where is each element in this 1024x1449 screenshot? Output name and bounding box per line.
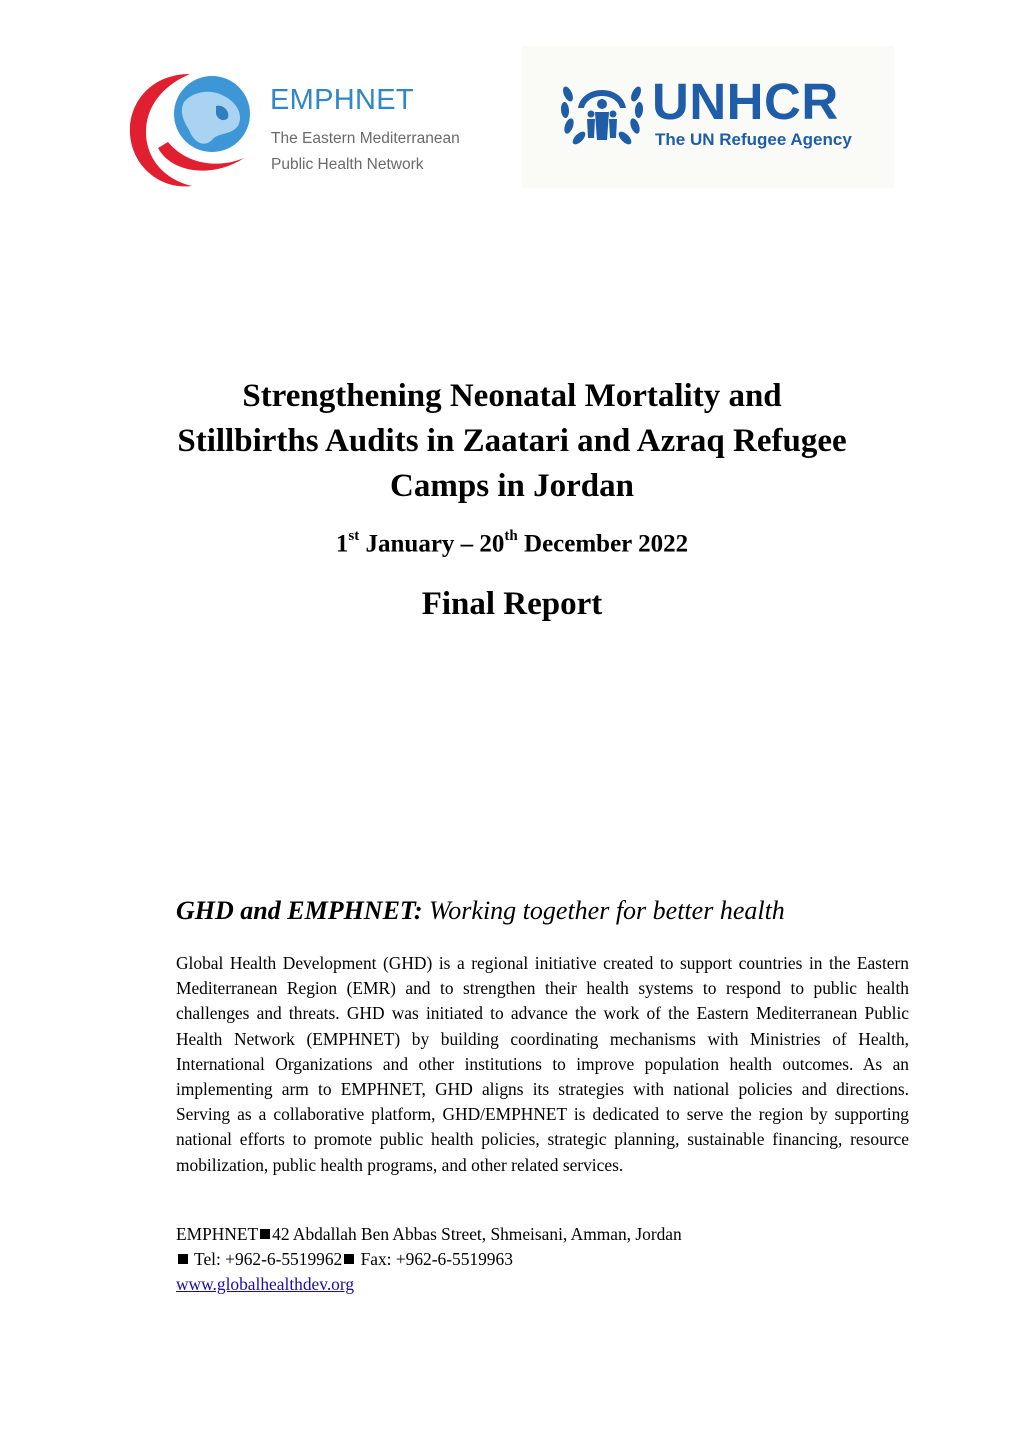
report-title-line: Stillbirths Audits in Zaatari and Azraq Refugee bbox=[177, 423, 847, 459]
contact-address-line bbox=[176, 1222, 682, 1247]
emphnet-emblem-icon bbox=[128, 70, 268, 190]
contact-address: 42 Abdallah Ben Abbas Street, Shmeisani, Amman, Jordan bbox=[272, 1224, 682, 1244]
ghd-heading-tagline: Working together for better health bbox=[429, 896, 785, 925]
bullet-square-icon bbox=[344, 1254, 354, 1264]
date-end-suffix: th bbox=[504, 528, 518, 544]
contact-fax: Fax: +962-6-5519963 bbox=[360, 1249, 513, 1269]
report-title-line: Camps in Jordan bbox=[390, 468, 634, 504]
emphnet-tagline-line1: The Eastern Mediterranean bbox=[271, 130, 460, 147]
date-end-rest: December 2022 bbox=[524, 530, 689, 558]
ghd-heading bbox=[176, 896, 785, 926]
date-start-suffix: st bbox=[348, 528, 360, 544]
report-title bbox=[112, 374, 912, 509]
unhcr-logo bbox=[522, 46, 894, 188]
emphnet-logo bbox=[128, 70, 508, 190]
unhcr-name: UNHCR bbox=[652, 73, 839, 130]
unhcr-tagline: The UN Refugee Agency bbox=[655, 130, 852, 149]
report-date-range bbox=[112, 530, 912, 558]
date-end-number: 20 bbox=[479, 530, 505, 558]
ghd-description: Global Health Development (GHD) is a regional initiative created to support countries in the Eastern Mediterranean Region (EMR) and to strengthen their health systems to respond to public health challenges and threats. GHD was initiated to advance the work of the Eastern Mediterranean Public Health Network (EMPHNET) by building coordinating mechanisms with Ministries of Health, International Organizations and other institutions to improve population health outcomes. As an implementing arm to EMPHNET, GHD aligns its strategies with national policies and directions. Serving as a collaborative platform, GHD/EMPHNET is dedicated to serve the region by supporting national efforts to promote public health policies, strategic planning, sustainable financing, resource mobilization, public health programs, and other related services. bbox=[176, 953, 909, 1175]
bullet-square-icon bbox=[178, 1254, 188, 1264]
emphnet-name: EMPHNET bbox=[270, 84, 414, 116]
date-start-number: 1 bbox=[335, 530, 349, 558]
contact-phone-line bbox=[176, 1247, 682, 1272]
report-subtitle: Final Report bbox=[421, 586, 603, 622]
report-title-line: Strengthening Neonatal Mortality and bbox=[242, 378, 782, 414]
emphnet-tagline-line2: Public Health Network bbox=[271, 156, 424, 173]
contact-org: EMPHNET bbox=[176, 1224, 259, 1244]
ghd-heading-bold: GHD and EMPHNET: bbox=[176, 896, 423, 925]
unhcr-emblem-icon bbox=[560, 74, 644, 150]
contact-tel: Tel: +962-6-5519962 bbox=[194, 1249, 343, 1269]
date-start-month: January – bbox=[365, 530, 474, 558]
bullet-square-icon bbox=[260, 1229, 270, 1239]
contact-block bbox=[176, 1222, 682, 1297]
website-link[interactable]: www.globalhealthdev.org bbox=[176, 1274, 355, 1294]
